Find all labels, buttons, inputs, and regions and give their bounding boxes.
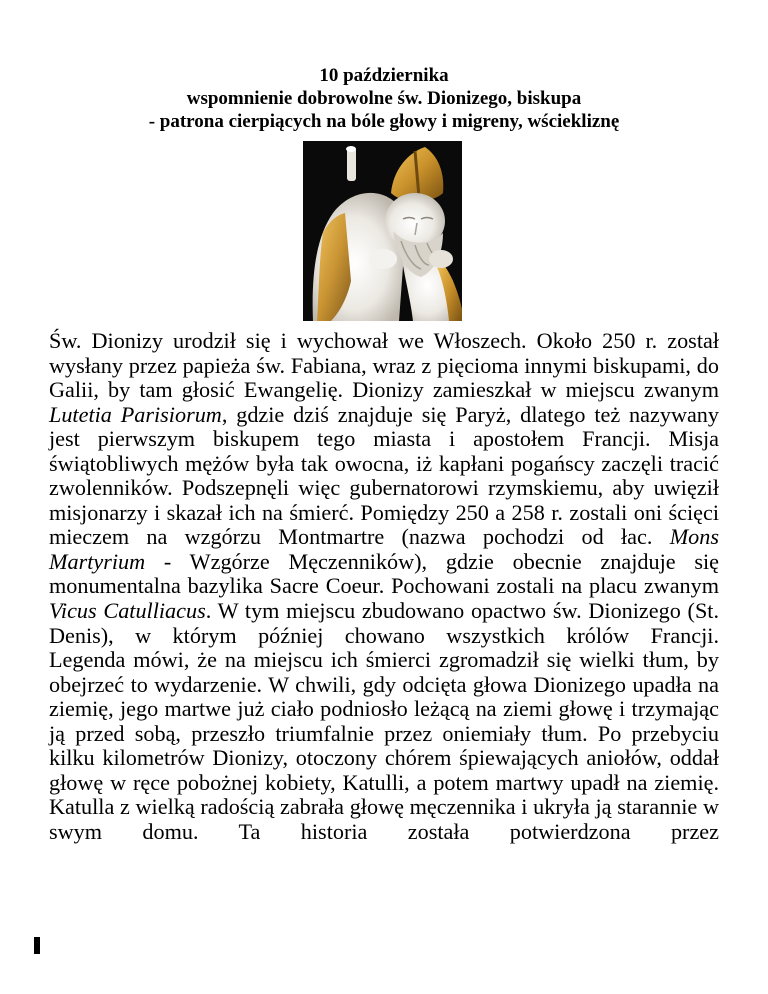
feast-date: 10 października [319,65,449,86]
paragraph-1: Św. Dionizy urodził się i wychował we Włoszech. Około 250 r. został wysłany przez papieża św. Fabiana, wraz z pięcioma innymi biskupami, do Galii, by tam głosić Ewangelię. Dionizy zamieszkał w miejscu zwanym Lutetia Parisiorum, gdzie dziś znajduje się Paryż, dlatego też nazywany jest pierwszym biskupem tego miasta i apostołem Francji. Misja świątobliwych mężów była tak owocna, iż kapłani pogańscy zaczęli tracić zwolenników. Podszepnęli więc gubernatorowi rzymskiemu, aby uwięził misjonarzy i skazał ich na śmierć. Pomiędzy 250 a 258 r. zostali oni ścięci mieczem na wzgórzu Montmartre (nazwa pochodzi od łac. Mons Martyrium - Wzgórze Męczenników), gdzie obecnie znajduje się monumentalna bazylika Sacre Coeur. Pochowani zostali na placu zwanym Vicus Catulliacus. W tym miejscu zbudowano opactwo św. Dionizego (St. Denis), w którym później chowano wszystkich królów Francji. [49,328,719,648]
article-body [49,329,719,844]
paragraph-2: Legenda mówi, że na miejscu ich śmierci zgromadził się wielki tłum, by obejrzeć to wydarzenie. W chwili, gdy odcięta głowa Dionizego upadła na ziemię, jego martwe już ciało podniosło leżącą na ziemi głowę i trzymając ją przed sobą, przeszło triumfalnie przez oniemiały tłum. Po przebyciu kilku kilometrów Dionizy, otoczony chórem śpiewających aniołów, oddał głowę w ręce pobożnej kobiety, Katulli, a potem martwy upadł na ziemię. Katulla z wielką radością zabrała głowę męczennika i ukryła ją starannie w swym domu. Ta historia została potwierdzona przez [49,647,719,844]
page-marker [34,937,40,954]
lutetia-term: Lutetia Parisiorum [49,401,222,427]
mons-martyrium-term: Mons Martyrium [49,524,719,574]
vicus-catulliacus-term: Vicus Catulliacus [49,598,206,624]
feast-title: wspomnienie dobrowolne św. Dionizego, biskupa [186,88,582,109]
document-heading [0,64,768,133]
saint-statue-photo [303,141,462,321]
patronage-line: - patrona cierpiących na bóle głowy i migreny, wściekliznę [148,111,620,132]
